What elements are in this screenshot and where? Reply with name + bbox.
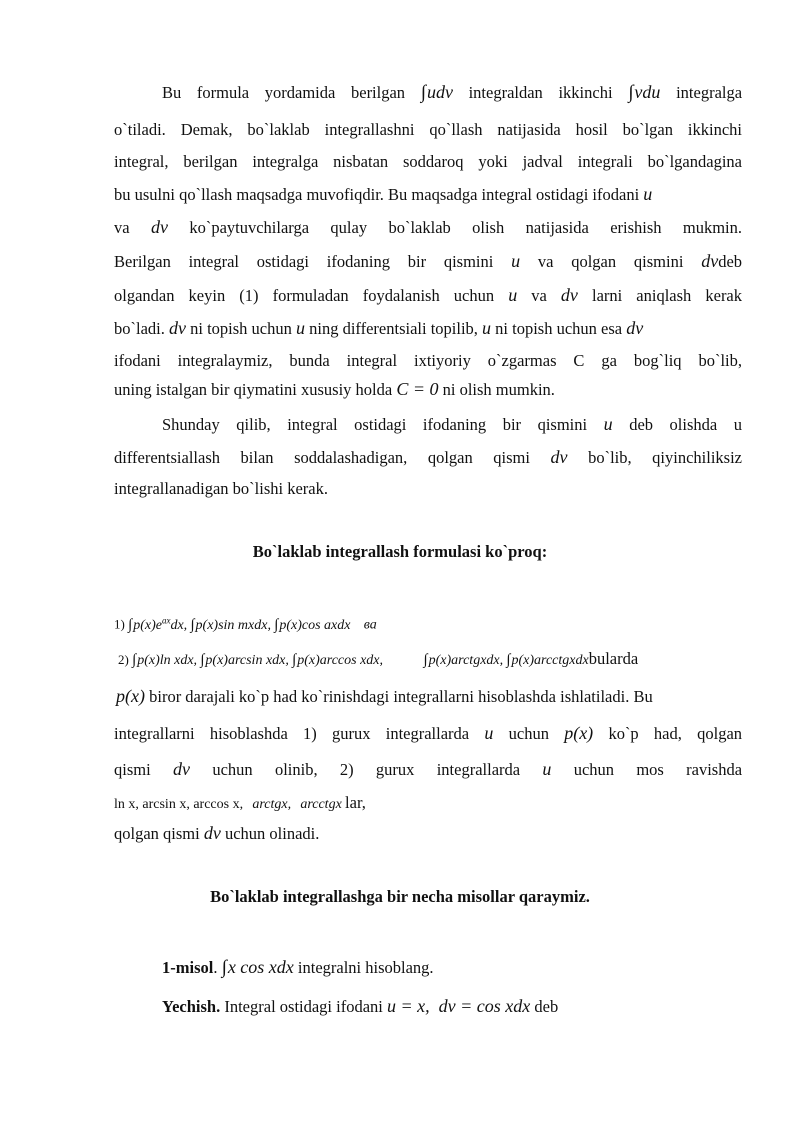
para3-line1: p(x) biror darajali ko`p had ko`rinishdagi integrallarni hisoblashda ishlatiladi. Bu	[116, 686, 653, 706]
para3-line2: integrallarni hisoblashda 1) gurux integrallarda u uchun p(x) ko`p had, qolgan	[114, 723, 743, 743]
section-heading-formulas: Bo`laklab integrallash formulasi ko`proq:	[252, 542, 548, 561]
para1-line2: o`tiladi. Demak, bo`laklab integrallashni qo`llash natijasida hosil bo`lgan ikkinchi	[114, 120, 742, 139]
section-heading-examples: Bo`laklab integrallashga bir necha misollar qaraymiz.	[210, 887, 590, 906]
para3-line4: ln x, arcsin x, arccos x, arctgx, arcctgx lar,	[114, 793, 366, 812]
para1-line4: bu usulni qo`llash maqsadga muvofiqdir. Bu maqsadga integral ostidagi ifodani u	[114, 184, 653, 204]
para1-line3: integral, berilgan integralga nisbatan soddaroq yoki jadval integrali bo`lgandagina	[114, 152, 742, 171]
para1-line7: olgandan keyin (1) formuladan foydalanish uchun u va dv larni aniqlash kerak	[114, 285, 743, 305]
para1-line1: Bu formula yordamida berilgan ∫udv integraldan ikkinchi ∫vdu integralga	[162, 82, 743, 103]
solution-line: Yechish. Integral ostidagi ifodani u = x, dv = cos xdx deb	[162, 996, 559, 1016]
para3-line3: qismi dv uchun olinib, 2) gurux integrallarda u uchun mos ravishda	[114, 759, 743, 779]
para2-line3: integrallanadigan bo`lishi kerak.	[114, 479, 328, 498]
para1-line10: uning istalgan bir qiymatini xususiy holda C = 0 ni olish mumkin.	[114, 379, 555, 399]
para1-line9: ifodani integralaymiz, bunda integral ixtiyoriy o`zgarmas C ga bog`liq bo`lib,	[114, 351, 742, 370]
para3-line5: qolgan qismi dv uchun olinadi.	[114, 823, 320, 843]
para1-line8: bo`ladi. dv ni topish uchun u ning differentsiali topilib, u ni topish uchun esa dv	[114, 318, 644, 338]
para2-line1: Shunday qilib, integral ostidagi ifodaning bir qismini u deb olishda u	[162, 414, 743, 434]
example-1-line: 1-misol. ∫x cos xdx integralni hisoblang.	[162, 957, 434, 978]
para1-line6: Berilgan integral ostidagi ifodaning bir qismini u va qolgan qismini dvdeb	[114, 251, 743, 271]
para2-line2: differentsiallash bilan soddalashadigan, qolgan qismi dv bo`lib, qiyinchiliksiz	[114, 447, 743, 467]
formula-group-2: 2) ∫p(x)ln xdx, ∫p(x)arcsin xdx, ∫p(x)arccos xdx, ∫p(x)arctgxdx, ∫p(x)arcctgxdxbularda	[118, 649, 639, 668]
formula-group-1: 1) $\int p(x)e^{ax}dx$, ∫p(x)sin mxdx, ∫p(x)cos axdx ва	[114, 615, 377, 633]
para1-line5: va dv ko`paytuvchilarga qulay bo`laklab olish natijasida erishish mukmin.	[114, 217, 743, 237]
